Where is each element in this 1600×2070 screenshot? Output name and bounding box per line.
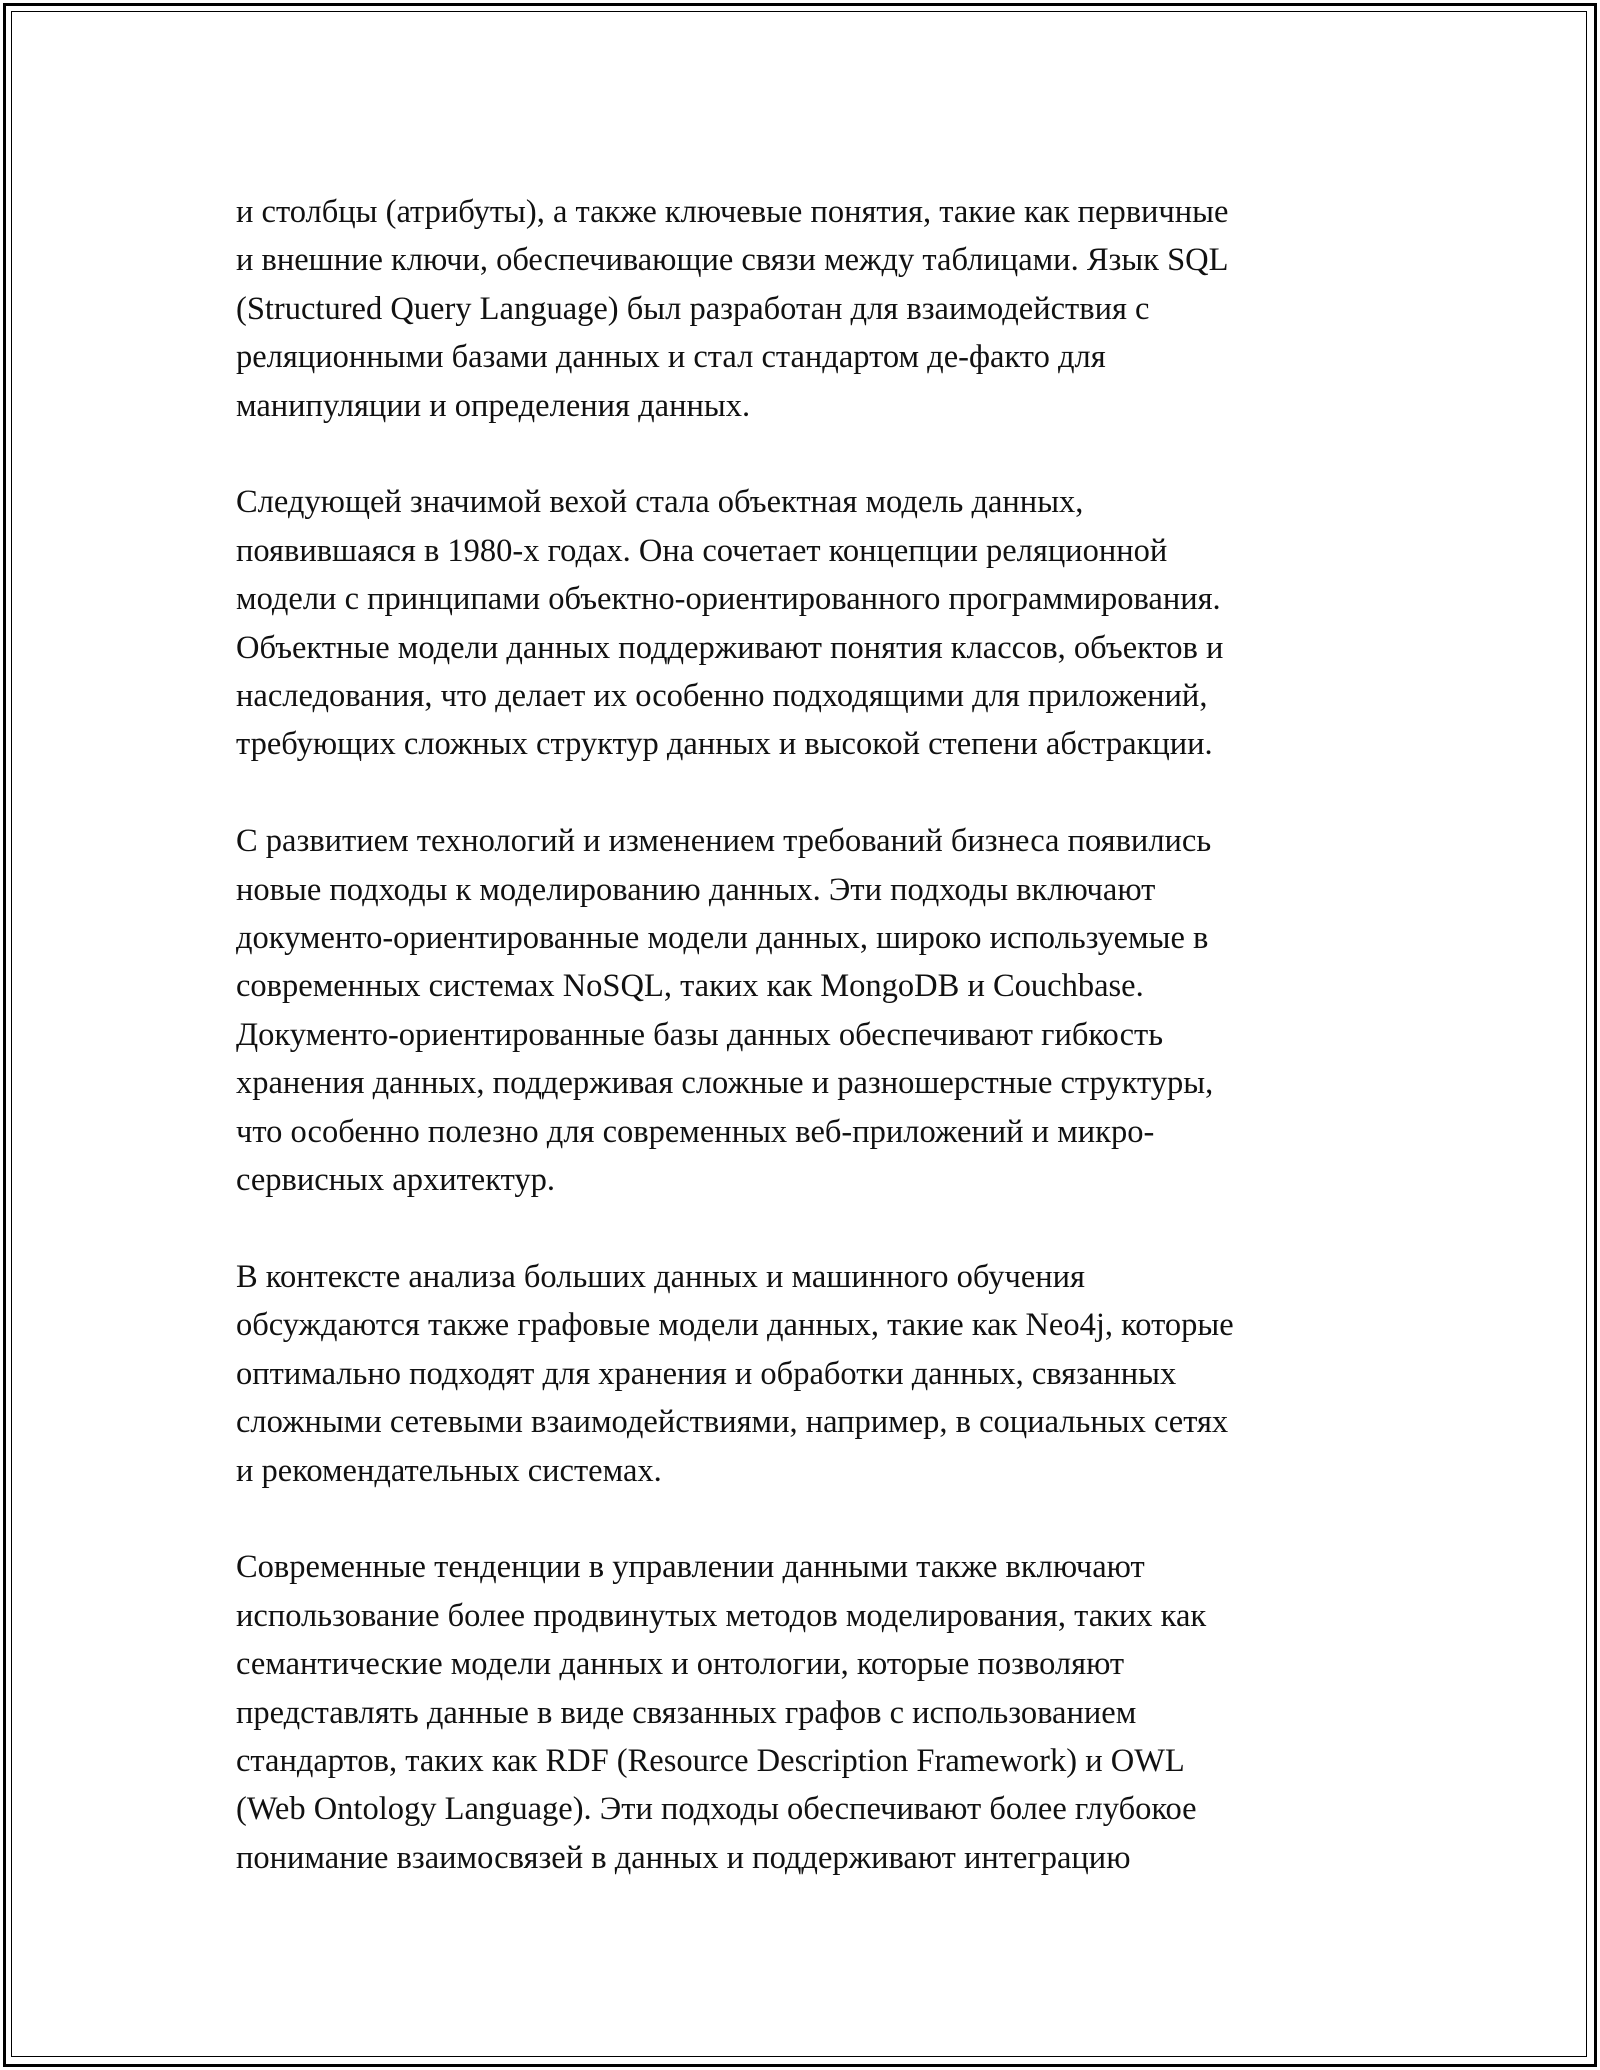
paragraph-relational-sql: и столбцы (атрибуты), а также ключевые понятия, такие как первичные и внешние ключи, обеспечивающие связи между таблицами. Язык SQL (Structured Query Language) был разработан для взаимодействия с реляционными базами данных и стал стандартом де-факто для манипуляции и определения данных. <box>236 194 1229 424</box>
paragraph-graph-models: В контексте анализа больших данных и машинного обучения обсуждаются также графовые модели данных, такие как Neo4j, которые оптимально подходят для хранения и обработки данных, связанных сложными сетевыми взаимодействиями, например, в социальных сетях и рекомендательных системах. <box>236 1258 1234 1489</box>
paragraph-document-oriented: С развитием технологий и изменением требований бизнеса появились новые подходы к моделированию данных. Эти подходы включают документо-ориентированные модели данных, широко используемые в современных системах NoSQL, таких как MongoDB и Couchbase. Документо-ориентированные базы данных обеспечивают гибкость хранения данных, поддерживая сложные и разношерстные структуры, что особенно полезно для современных веб-приложений и микро- сервисных архитектур. <box>236 823 1214 1199</box>
document-body <box>236 188 1376 1882</box>
paragraph-semantic-models: Современные тенденции в управлении данными также включают использование более продвинутых методов моделирования, таких как семантические модели данных и онтологии, которые позволяют представлять данные в виде связанных графов с использованием стандартов, таких как RDF (Resource Description Framework) и OWL (Web Ontology Language). Эти подходы обеспечивают более глубокое понимание взаимосвязей в данных и поддерживают интеграцию <box>236 1549 1207 1876</box>
paragraph-object-model: Следующей значимой вехой стала объектная модель данных, появившаяся в 1980-х годах. Она сочетает концепции реляционной модели с принципами объектно-ориентированного программирования. Объектные модели данных поддерживают понятия классов, объектов и наследования, что делает их особенно подходящими для приложений, требующих сложных структур данных и высокой степени абстракции. <box>236 484 1224 763</box>
